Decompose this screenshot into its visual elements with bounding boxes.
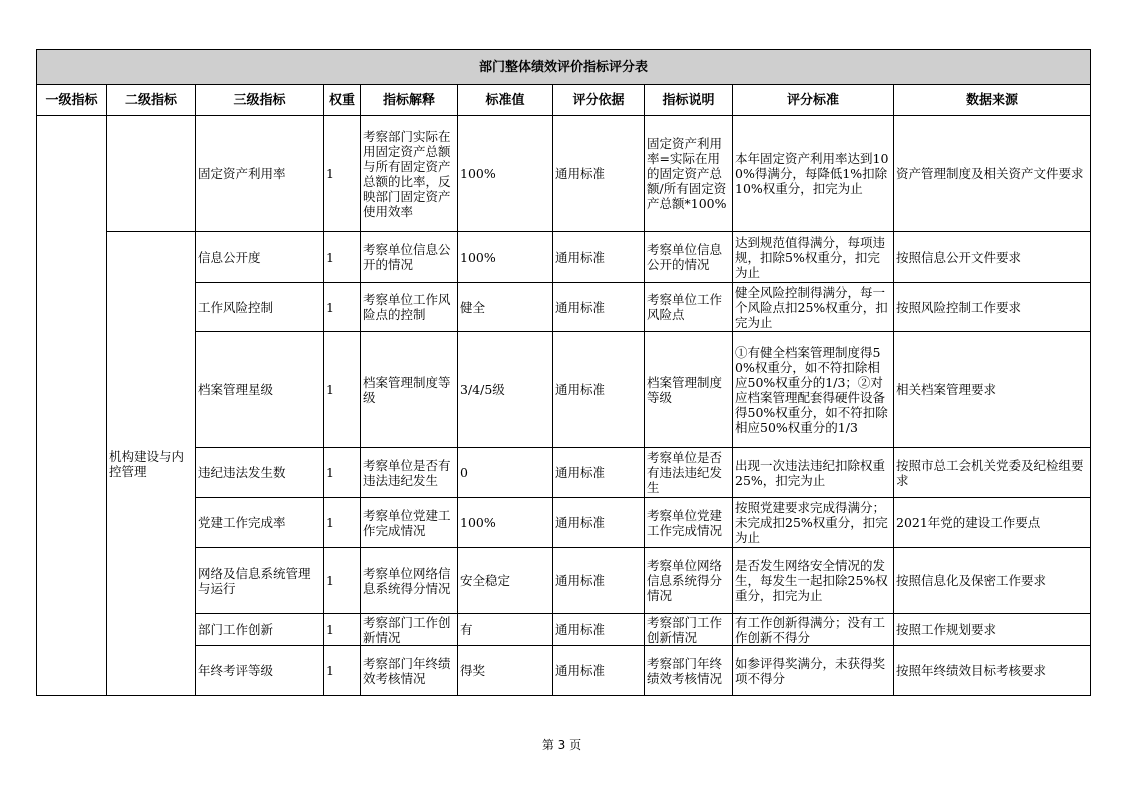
cell-standard: 0 [458, 448, 553, 498]
cell-source: 2021年党的建设工作要点 [894, 498, 1091, 548]
cell-level3: 网络及信息系统管理与运行 [196, 548, 324, 614]
table-row [37, 232, 1091, 283]
cell-level3: 固定资产利用率 [196, 116, 324, 232]
cell-weight: 1 [324, 448, 361, 498]
cell-explanation: 考察单位党建工作完成情况 [361, 498, 458, 548]
table-row [37, 332, 1091, 448]
cell-source: 按照风险控制工作要求 [894, 283, 1091, 332]
header-weight: 权重 [324, 85, 361, 116]
cell-criteria: 是否发生网络安全情况的发生，每发生一起扣除25%权重分，扣完为止 [733, 548, 894, 614]
cell-criteria: 本年固定资产利用率达到100%得满分，每降低1%扣除10%权重分，扣完为止 [733, 116, 894, 232]
cell-criteria: 有工作创新得满分；没有工作创新不得分 [733, 614, 894, 646]
header-criteria: 评分标准 [733, 85, 894, 116]
page-number: 第 3 页 [541, 738, 582, 752]
cell-weight: 1 [324, 646, 361, 696]
cell-level2-empty [107, 116, 196, 232]
evaluation-table [36, 49, 1091, 696]
cell-weight: 1 [324, 498, 361, 548]
cell-criteria: 按照党建要求完成得满分；未完成扣25%权重分，扣完为止 [733, 498, 894, 548]
cell-source: 按照信息化及保密工作要求 [894, 548, 1091, 614]
cell-weight: 1 [324, 232, 361, 283]
cell-level3: 部门工作创新 [196, 614, 324, 646]
cell-criteria: 健全风险控制得满分，每一个风险点扣25%权重分，扣完为止 [733, 283, 894, 332]
cell-level3: 违纪违法发生数 [196, 448, 324, 498]
cell-explanation: 考察部门年终绩效考核情况 [361, 646, 458, 696]
cell-standard: 得奖 [458, 646, 553, 696]
table-row [37, 614, 1091, 646]
cell-source: 按照工作规划要求 [894, 614, 1091, 646]
cell-weight: 1 [324, 548, 361, 614]
cell-description: 考察单位党建工作完成情况 [645, 498, 733, 548]
cell-description: 考察单位工作风险点 [645, 283, 733, 332]
table-row [37, 646, 1091, 696]
cell-standard: 100% [458, 232, 553, 283]
cell-basis: 通用标准 [553, 498, 645, 548]
cell-level2: 机构建设与内控管理 [107, 232, 196, 696]
cell-explanation: 考察单位信息公开的情况 [361, 232, 458, 283]
table-title: 部门整体绩效评价指标评分表 [37, 50, 1091, 85]
cell-explanation: 考察部门工作创新情况 [361, 614, 458, 646]
cell-criteria: 出现一次违法违纪扣除权重25%，扣完为止 [733, 448, 894, 498]
cell-explanation: 考察单位工作风险点的控制 [361, 283, 458, 332]
cell-weight: 1 [324, 332, 361, 448]
cell-description: 考察单位是否有违法违纪发生 [645, 448, 733, 498]
cell-level1 [37, 116, 107, 696]
header-source: 数据来源 [894, 85, 1091, 116]
cell-standard: 健全 [458, 283, 553, 332]
cell-weight: 1 [324, 116, 361, 232]
table-row [37, 548, 1091, 614]
header-level2: 二级指标 [107, 85, 196, 116]
cell-level3: 年终考评等级 [196, 646, 324, 696]
cell-description: 固定资产利用率=实际在用的固定资产总额/所有固定资产总额*100% [645, 116, 733, 232]
cell-standard: 100% [458, 498, 553, 548]
cell-criteria: 达到规范值得满分，每项违规，扣除5%权重分，扣完为止 [733, 232, 894, 283]
cell-basis: 通用标准 [553, 646, 645, 696]
cell-standard: 有 [458, 614, 553, 646]
cell-level3: 档案管理星级 [196, 332, 324, 448]
cell-description: 档案管理制度等级 [645, 332, 733, 448]
cell-basis: 通用标准 [553, 283, 645, 332]
table-row [37, 283, 1091, 332]
cell-explanation: 档案管理制度等级 [361, 332, 458, 448]
table-row [37, 498, 1091, 548]
table-row [37, 448, 1091, 498]
cell-level3: 党建工作完成率 [196, 498, 324, 548]
cell-source: 按照年终绩效目标考核要求 [894, 646, 1091, 696]
cell-source: 资产管理制度及相关资产文件要求 [894, 116, 1091, 232]
cell-weight: 1 [324, 283, 361, 332]
cell-source: 按照市总工会机关党委及纪检组要求 [894, 448, 1091, 498]
header-level1: 一级指标 [37, 85, 107, 116]
cell-description: 考察单位网络信息系统得分情况 [645, 548, 733, 614]
header-explanation: 指标解释 [361, 85, 458, 116]
header-basis: 评分依据 [553, 85, 645, 116]
cell-source: 按照信息公开文件要求 [894, 232, 1091, 283]
cell-description: 考察部门工作创新情况 [645, 614, 733, 646]
cell-explanation: 考察单位是否有违法违纪发生 [361, 448, 458, 498]
cell-level3: 信息公开度 [196, 232, 324, 283]
cell-basis: 通用标准 [553, 116, 645, 232]
cell-description: 考察部门年终绩效考核情况 [645, 646, 733, 696]
cell-basis: 通用标准 [553, 548, 645, 614]
header-description: 指标说明 [645, 85, 733, 116]
cell-standard: 100% [458, 116, 553, 232]
cell-standard: 3/4/5级 [458, 332, 553, 448]
header-level3: 三级指标 [196, 85, 324, 116]
cell-basis: 通用标准 [553, 614, 645, 646]
cell-criteria: ①有健全档案管理制度得50%权重分，如不符扣除相应50%权重分的1/3；②对应档案管理配套得硬件设备得50%权重分，如不符扣除相应50%权重分的1/3 [733, 332, 894, 448]
cell-source: 相关档案管理要求 [894, 332, 1091, 448]
cell-basis: 通用标准 [553, 332, 645, 448]
table-row [37, 116, 1091, 232]
cell-criteria: 如参评得奖满分，未获得奖项不得分 [733, 646, 894, 696]
cell-standard: 安全稳定 [458, 548, 553, 614]
cell-explanation: 考察单位网络信息系统得分情况 [361, 548, 458, 614]
cell-weight: 1 [324, 614, 361, 646]
cell-level3: 工作风险控制 [196, 283, 324, 332]
header-standard: 标准值 [458, 85, 553, 116]
cell-basis: 通用标准 [553, 448, 645, 498]
cell-description: 考察单位信息公开的情况 [645, 232, 733, 283]
cell-basis: 通用标准 [553, 232, 645, 283]
cell-explanation: 考察部门实际在用固定资产总额与所有固定资产总额的比率，反映部门固定资产使用效率 [361, 116, 458, 232]
